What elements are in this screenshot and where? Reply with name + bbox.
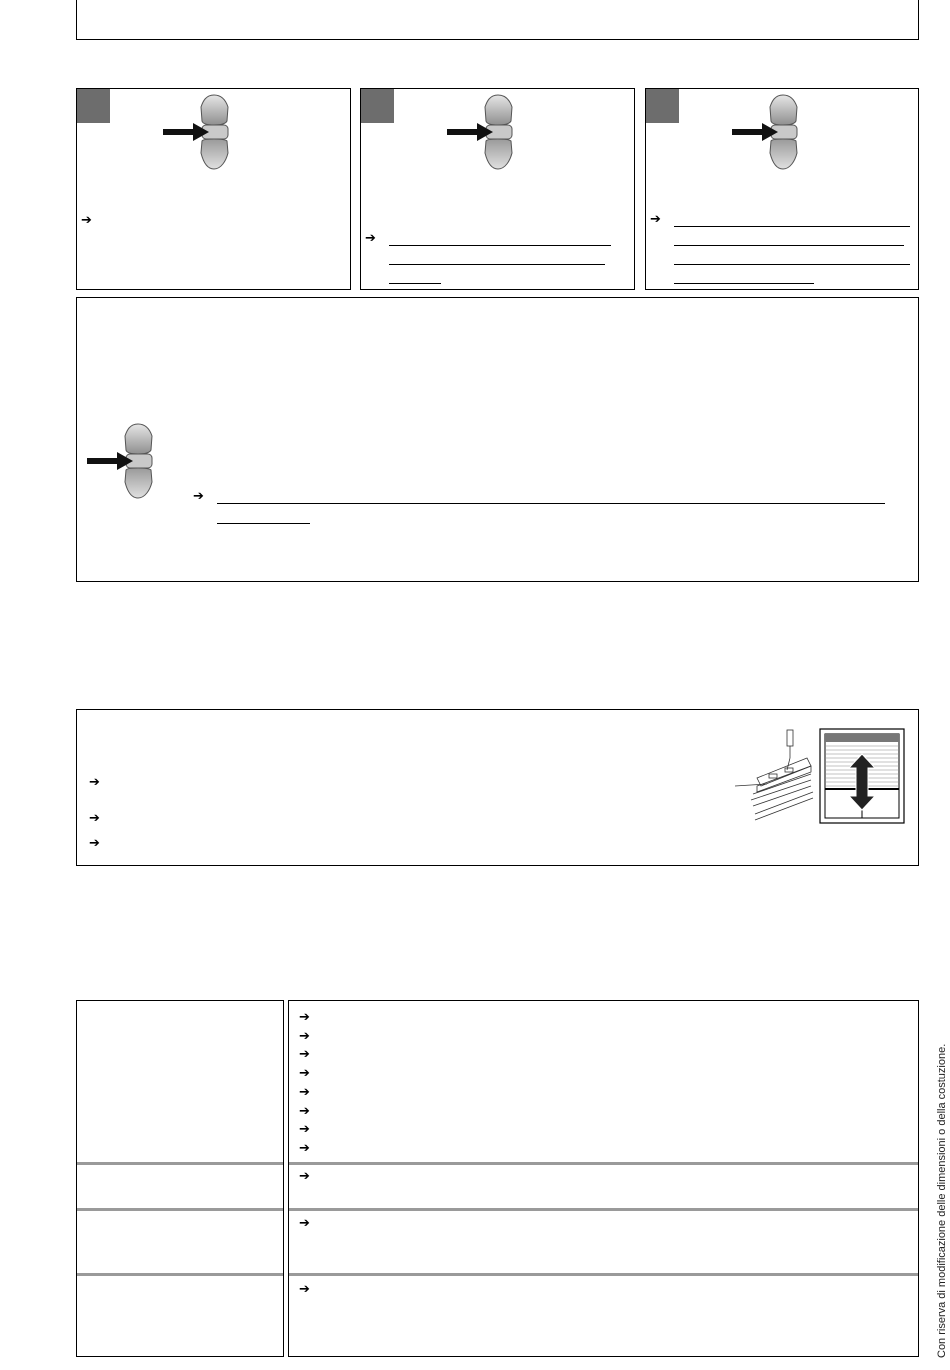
blank-line xyxy=(674,283,814,284)
remote-button-icon xyxy=(85,420,160,502)
blank-line xyxy=(674,264,910,265)
arrow-bullet: ➔ xyxy=(299,1066,310,1081)
step-panel-3 xyxy=(645,88,919,290)
row-divider xyxy=(289,1162,918,1165)
blank-line xyxy=(217,523,310,524)
step-badge-3 xyxy=(646,89,679,123)
row-divider xyxy=(289,1208,918,1211)
blind-up-down-illustration xyxy=(819,728,905,824)
arrow-bullet: ➔ xyxy=(193,489,204,504)
table-left-column xyxy=(76,1000,284,1357)
arrow-bullet: ➔ xyxy=(89,775,100,790)
arrow-bullet: ➔ xyxy=(365,231,376,246)
row-divider xyxy=(77,1162,283,1165)
arrow-bullet: ➔ xyxy=(299,1169,310,1184)
arrow-bullet: ➔ xyxy=(89,836,100,851)
blank-line xyxy=(389,283,441,284)
blank-line xyxy=(674,245,904,246)
arrow-bullet: ➔ xyxy=(299,1282,310,1297)
step-badge-1 xyxy=(77,89,110,123)
top-frame xyxy=(76,0,919,40)
row-divider xyxy=(77,1208,283,1211)
arrow-bullet: ➔ xyxy=(299,1141,310,1156)
arrow-bullet: ➔ xyxy=(299,1047,310,1062)
arrow-bullet: ➔ xyxy=(299,1216,310,1231)
arrow-bullet: ➔ xyxy=(89,811,100,826)
screwdriver-adjustment-illustration xyxy=(727,728,817,828)
side-disclaimer: Con riserva di modificazione delle dimensioni o della costuzione. xyxy=(936,1043,948,1358)
arrow-bullet: ➔ xyxy=(299,1122,310,1137)
step-badge-2 xyxy=(361,89,394,123)
step-panel-1 xyxy=(76,88,351,290)
adjustment-panel xyxy=(76,709,919,866)
arrow-bullet: ➔ xyxy=(299,1085,310,1100)
remote-button-icon xyxy=(730,91,805,173)
blank-line xyxy=(389,245,611,246)
arrow-bullet: ➔ xyxy=(81,213,92,228)
table-right-column xyxy=(288,1000,919,1357)
step-panel-2 xyxy=(360,88,635,290)
blank-line xyxy=(217,503,885,504)
arrow-bullet: ➔ xyxy=(299,1029,310,1044)
remote-button-icon xyxy=(161,91,236,173)
remote-button-icon xyxy=(445,91,520,173)
arrow-bullet: ➔ xyxy=(299,1010,310,1025)
blank-line xyxy=(389,264,605,265)
arrow-bullet: ➔ xyxy=(650,212,661,227)
row-divider xyxy=(289,1273,918,1276)
wide-instruction-panel xyxy=(76,297,919,582)
row-divider xyxy=(77,1273,283,1276)
arrow-bullet: ➔ xyxy=(299,1104,310,1119)
blank-line xyxy=(674,226,910,227)
